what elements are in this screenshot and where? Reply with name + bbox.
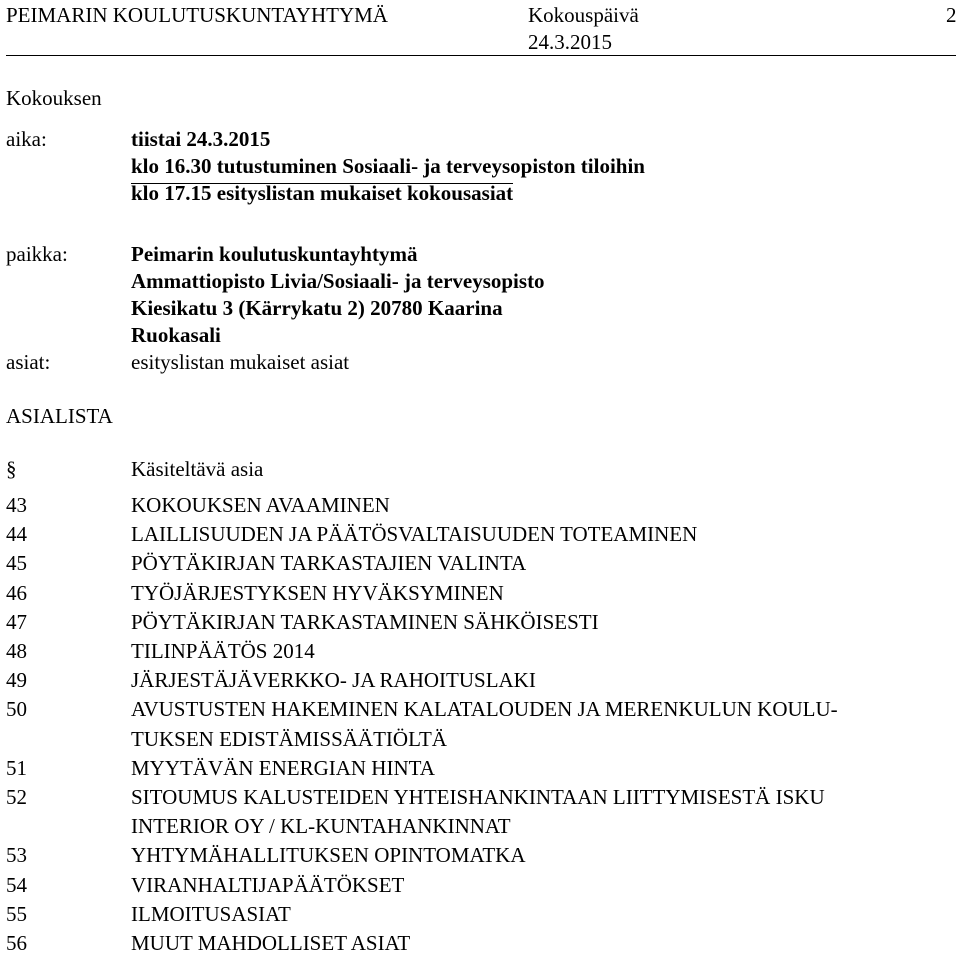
agenda-item-title: TILINPÄÄTÖS 2014 [131, 639, 315, 663]
place-line-room: Ruokasali [131, 323, 221, 347]
time-line-meeting [131, 180, 513, 207]
agenda-item-title: LAILLISUUDEN JA PÄÄTÖSVALTAISUUDEN TOTEAMINEN [131, 522, 698, 547]
agenda-heading: ASIALISTA [6, 404, 113, 428]
agenda-item-number: 47 [6, 609, 27, 634]
agenda-item-number: 44 [6, 522, 27, 547]
agenda-item-number: 50 [6, 697, 27, 722]
agenda-item-number: 43 [6, 493, 27, 517]
agenda-item-number: 56 [6, 931, 27, 955]
agenda-item-number: 49 [6, 668, 27, 693]
agenda-item-number: 45 [6, 551, 27, 576]
page-number: 2 [946, 3, 957, 27]
agenda-item-title: MYYTÄVÄN ENERGIAN HINTA [131, 755, 435, 780]
agenda-item-title: PÖYTÄKIRJAN TARKASTAMINEN SÄHKÖISESTI [131, 609, 599, 634]
place-label: paikka: [6, 242, 68, 266]
agenda-item-title: SITOUMUS KALUSTEIDEN YHTEISHANKINTAAN LIITTYMISESTÄ ISKU [131, 785, 825, 809]
agenda-item-number: 55 [6, 901, 27, 926]
agenda-item-number: 54 [6, 872, 27, 897]
agenda-item-number: 48 [6, 639, 27, 663]
section-symbol-icon: § [6, 457, 17, 481]
place-line-organization: Peimarin koulutuskuntayhtymä [131, 242, 418, 266]
matters-label: asiat: [6, 350, 51, 374]
page-header [6, 0, 956, 56]
meeting-date-label: Kokouspäivä [528, 3, 639, 27]
time-label: aika: [6, 127, 47, 151]
agenda-item-title: JÄRJESTÄJÄVERKKO- JA RAHOITUSLAKI [131, 668, 536, 693]
agenda-item-number: 51 [6, 755, 27, 780]
agenda-item-title: KOKOUKSEN AVAAMINEN [131, 493, 390, 517]
agenda-item-title-continued: INTERIOR OY / KL-KUNTAHANKINNAT [131, 814, 511, 839]
time-line-meeting-text: klo 17.15 esityslistan mukaiset kokousasiat [131, 181, 514, 205]
organization-name: PEIMARIN KOULUTUSKUNTAYHTYMÄ [6, 3, 388, 27]
agenda-item-title: MUUT MAHDOLLISET ASIAT [131, 931, 411, 955]
agenda-item-number: 53 [6, 843, 27, 868]
agenda-item-title-continued: TUKSEN EDISTÄMISSÄÄTIÖLTÄ [131, 726, 447, 751]
agenda-item-title: ILMOITUSASIAT [131, 901, 291, 926]
agenda-item-title: AVUSTUSTEN HAKEMINEN KALATALOUDEN JA MERENKULUN KOULU- [131, 697, 838, 722]
agenda-item-number: 46 [6, 580, 27, 605]
time-line-tour: klo 16.30 tutustuminen Sosiaali- ja terveysopiston tiloihin [131, 154, 645, 178]
agenda-column-title: Käsiteltävä asia [131, 457, 264, 481]
document-page [6, 0, 957, 955]
agenda-item-title: VIRANHALTIJAPÄÄTÖKSET [131, 872, 405, 897]
time-line-date: tiistai 24.3.2015 [131, 127, 271, 151]
matters-value: esityslistan mukaiset asiat [131, 350, 350, 374]
agenda-item-title: YHTYMÄHALLITUKSEN OPINTOMATKA [131, 843, 526, 868]
place-line-school: Ammattiopisto Livia/Sosiaali- ja terveysopisto [131, 269, 545, 293]
agenda-item-title: PÖYTÄKIRJAN TARKASTAJIEN VALINTA [131, 551, 527, 576]
meeting-date: 24.3.2015 [528, 30, 612, 54]
place-line-address: Kiesikatu 3 (Kärrykatu 2) 20780 Kaarina [131, 296, 503, 320]
agenda-item-title: TYÖJÄRJESTYKSEN HYVÄKSYMINEN [131, 580, 504, 605]
agenda-item-number: 52 [6, 785, 27, 809]
meeting-heading: Kokouksen [6, 86, 102, 110]
